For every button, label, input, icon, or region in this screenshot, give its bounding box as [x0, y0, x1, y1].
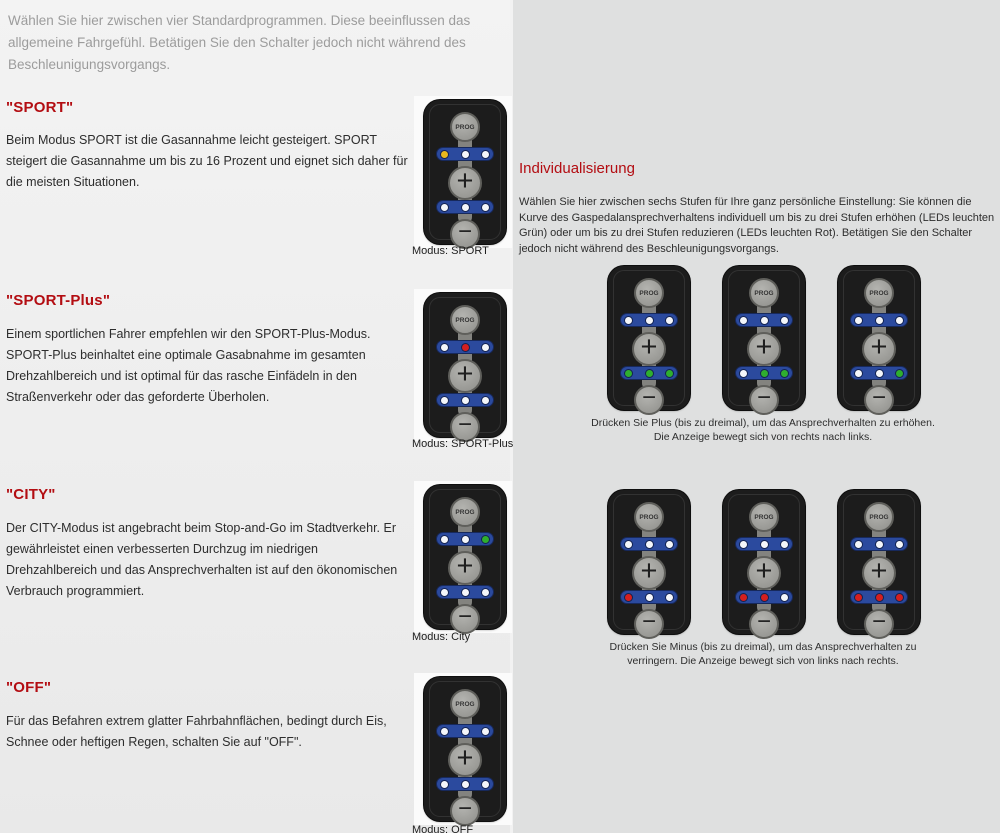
led-bar-bottom	[436, 585, 494, 599]
led-indicator	[854, 369, 863, 378]
led-indicator	[461, 150, 470, 159]
led-indicator	[780, 316, 789, 325]
section-title-off: "OFF"	[6, 679, 52, 696]
pedalbox-device-plus-1	[608, 266, 690, 410]
led-indicator	[854, 540, 863, 549]
pedalbox-device-minus-3	[838, 490, 920, 634]
led-indicator	[440, 150, 449, 159]
section-title-sport-plus: "SPORT-Plus"	[6, 292, 111, 309]
minus-button: −	[864, 385, 894, 415]
led-bar-top	[620, 537, 678, 551]
plus-button: +	[632, 332, 666, 366]
minus-button: −	[634, 609, 664, 639]
led-indicator	[739, 369, 748, 378]
led-bar-top	[436, 724, 494, 738]
prog-button: PROG	[634, 278, 664, 308]
led-bar-top	[735, 313, 793, 327]
led-indicator	[760, 540, 769, 549]
led-indicator	[481, 343, 490, 352]
pedalbox-device-city	[424, 485, 506, 629]
device-caption-sport-plus: Modus: SPORT-Plus	[412, 438, 514, 450]
prog-button: PROG	[749, 502, 779, 532]
section-desc-off: Für das Befahren extrem glatter Fahrbahnflächen, bedingt durch Eis, Schnee oder heftigen Regen, schalten Sie auf "OFF".	[6, 714, 387, 749]
prog-button: PROG	[450, 689, 480, 719]
led-indicator	[624, 593, 633, 602]
led-indicator	[440, 588, 449, 597]
led-indicator	[624, 316, 633, 325]
device-caption-sport: Modus: SPORT	[412, 245, 489, 257]
led-indicator	[481, 396, 490, 405]
led-indicator	[461, 727, 470, 736]
led-indicator	[624, 540, 633, 549]
minus-button: −	[450, 219, 480, 249]
minus-button: −	[749, 385, 779, 415]
prog-button: PROG	[450, 497, 480, 527]
led-bar-top	[850, 537, 908, 551]
led-bar-bottom	[436, 777, 494, 791]
led-bar-bottom	[735, 590, 793, 604]
led-indicator	[440, 343, 449, 352]
led-indicator	[665, 316, 674, 325]
led-indicator	[481, 588, 490, 597]
prog-button: PROG	[450, 305, 480, 335]
led-indicator	[461, 588, 470, 597]
led-indicator	[665, 540, 674, 549]
led-indicator	[645, 316, 654, 325]
pedalbox-device-sport-plus	[424, 293, 506, 437]
plus-button: +	[632, 556, 666, 590]
plus-row-caption: Drücken Sie Plus (bis zu dreimal), um das Ansprechverhalten zu erhöhen. Die Anzeige bewegt sich von rechts nach links.	[591, 417, 935, 443]
led-indicator	[760, 369, 769, 378]
led-indicator	[461, 343, 470, 352]
led-bar-bottom	[436, 393, 494, 407]
pedalbox-device-off	[424, 677, 506, 821]
section-desc-sport-plus: Einem sportlichen Fahrer empfehlen wir den SPORT-Plus-Modus. SPORT-Plus beinhaltet eine optimale Gasabnahme im gesamten Drehzahlbereich und ist optimal für das rasche Einfädeln in den Straßenverkehr oder das geforderte Überholen.	[6, 327, 371, 404]
led-indicator	[624, 369, 633, 378]
led-bar-bottom	[620, 366, 678, 380]
pedalbox-device-sport	[424, 100, 506, 244]
led-indicator	[760, 593, 769, 602]
led-indicator	[895, 369, 904, 378]
led-bar-bottom	[735, 366, 793, 380]
led-indicator	[461, 535, 470, 544]
led-bar-top	[735, 537, 793, 551]
led-indicator	[481, 780, 490, 789]
prog-button: PROG	[749, 278, 779, 308]
prog-button: PROG	[864, 278, 894, 308]
pedalbox-device-minus-1	[608, 490, 690, 634]
led-indicator	[739, 593, 748, 602]
led-indicator	[440, 727, 449, 736]
led-indicator	[461, 203, 470, 212]
section-desc-sport: Beim Modus SPORT ist die Gasannahme leicht gesteigert. SPORT steigert die Gasannahme um bis zu 16 Prozent und eignet sich daher für die meisten Situationen.	[6, 133, 408, 189]
led-indicator	[854, 316, 863, 325]
plus-button: +	[747, 556, 781, 590]
led-indicator	[780, 593, 789, 602]
led-bar-top	[850, 313, 908, 327]
led-indicator	[780, 369, 789, 378]
led-indicator	[440, 535, 449, 544]
led-indicator	[665, 593, 674, 602]
prog-button: PROG	[634, 502, 664, 532]
led-indicator	[780, 540, 789, 549]
led-indicator	[440, 396, 449, 405]
section-title-city: "CITY"	[6, 486, 56, 503]
led-indicator	[875, 369, 884, 378]
led-indicator	[760, 316, 769, 325]
device-caption-city: Modus: City	[412, 631, 471, 643]
prog-button: PROG	[450, 112, 480, 142]
led-indicator	[481, 150, 490, 159]
minus-button: −	[450, 796, 480, 826]
led-indicator	[645, 540, 654, 549]
led-indicator	[481, 203, 490, 212]
minus-row-caption: Drücken Sie Minus (bis zu dreimal), um das Ansprechverhalten zu verringern. Die Anzeige bewegt sich von links nach rechts.	[609, 641, 917, 667]
section-desc-city: Der CITY-Modus ist angebracht beim Stop-and-Go im Stadtverkehr. Er gewährleistet einen verbesserten Durchzug im niedrigen Drehzahlbereich und das Ansprechverhalten ist auf den ökonomischen Verbrauch programmiert.	[6, 521, 398, 598]
led-bar-bottom	[436, 200, 494, 214]
led-indicator	[895, 593, 904, 602]
plus-button: +	[747, 332, 781, 366]
minus-button: −	[634, 385, 664, 415]
section-title-individualisierung: Individualisierung	[519, 160, 635, 177]
led-indicator	[461, 780, 470, 789]
led-indicator	[854, 593, 863, 602]
led-bar-top	[436, 147, 494, 161]
led-indicator	[665, 369, 674, 378]
led-bar-bottom	[850, 366, 908, 380]
led-bar-bottom	[620, 590, 678, 604]
plus-button: +	[448, 166, 482, 200]
led-indicator	[875, 316, 884, 325]
device-caption-off: Modus: OFF	[412, 824, 474, 833]
led-indicator	[440, 780, 449, 789]
led-bar-top	[620, 313, 678, 327]
led-indicator	[461, 396, 470, 405]
led-indicator	[481, 727, 490, 736]
plus-button: +	[448, 551, 482, 585]
led-indicator	[875, 540, 884, 549]
minus-button: −	[450, 604, 480, 634]
section-desc-individualisierung: Wählen Sie hier zwischen sechs Stufen für Ihre ganz persönliche Einstellung: Sie können die Kurve des Gaspedalansprechverhaltens individuell um bis zu drei Stufen erhöhen (LEDs leuchten Grün) oder um bis zu drei Stufen reduzieren (LEDs leuchten Rot). Betätigen Sie den Schalter jedoch nicht während des Beschleunigungsvorgangs.	[519, 196, 995, 255]
pedalbox-device-minus-2	[723, 490, 805, 634]
led-indicator	[895, 316, 904, 325]
pedalbox-device-plus-3	[838, 266, 920, 410]
led-indicator	[440, 203, 449, 212]
pedalbox-device-plus-2	[723, 266, 805, 410]
led-bar-top	[436, 340, 494, 354]
intro-text: Wählen Sie hier zwischen vier Standardprogrammen. Diese beeinflussen das allgemeine Fahrgefühl. Betätigen Sie den Schalter jedoch nicht während des Beschleunigungsvorgangs.	[8, 13, 471, 72]
section-title-sport: "SPORT"	[6, 99, 74, 116]
led-indicator	[739, 540, 748, 549]
led-bar-bottom	[850, 590, 908, 604]
led-indicator	[875, 593, 884, 602]
plus-button: +	[448, 743, 482, 777]
minus-button: −	[450, 412, 480, 442]
led-indicator	[739, 316, 748, 325]
plus-button: +	[862, 332, 896, 366]
led-indicator	[895, 540, 904, 549]
plus-button: +	[862, 556, 896, 590]
plus-button: +	[448, 359, 482, 393]
led-indicator	[645, 369, 654, 378]
led-indicator	[645, 593, 654, 602]
minus-button: −	[749, 609, 779, 639]
led-bar-top	[436, 532, 494, 546]
prog-button: PROG	[864, 502, 894, 532]
minus-button: −	[864, 609, 894, 639]
led-indicator	[481, 535, 490, 544]
